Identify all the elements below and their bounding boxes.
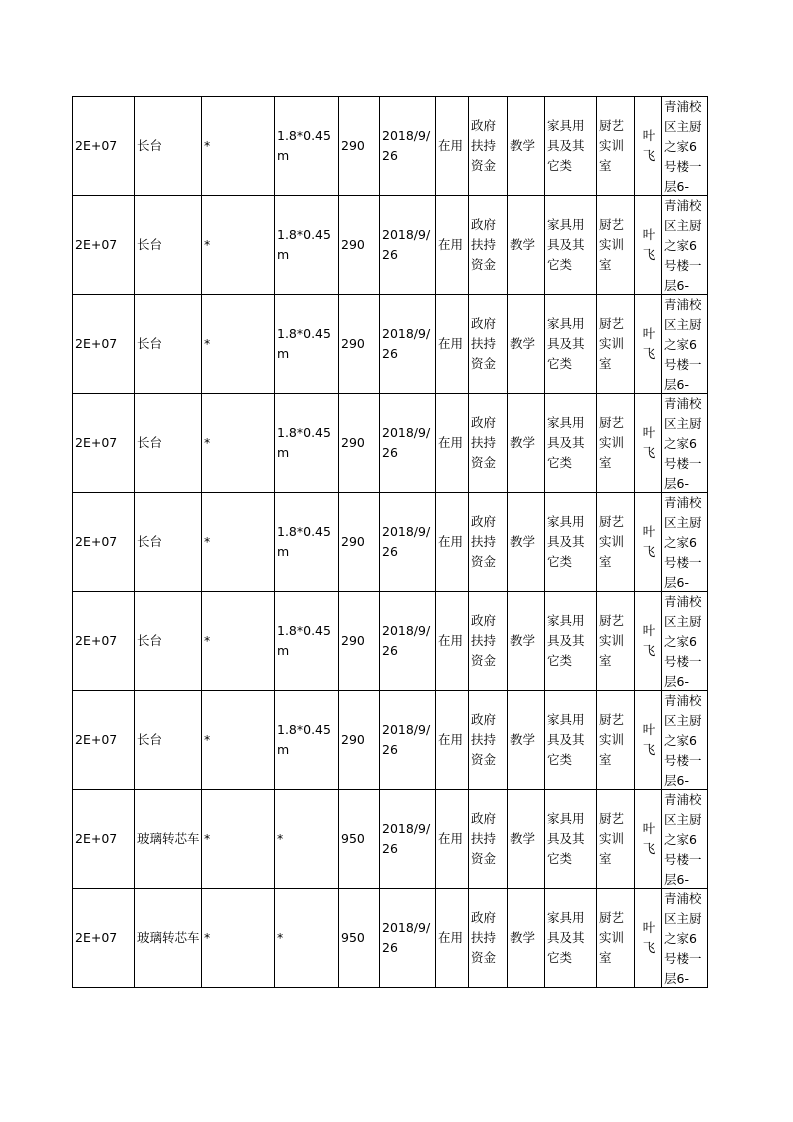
price-cell: 290	[339, 295, 380, 394]
size-cell: 1.8*0.45m	[275, 394, 339, 493]
use-cell: 教学	[508, 196, 545, 295]
location-text: 青浦校区主厨之家6号楼一层6-	[664, 198, 702, 293]
spec-cell: *	[202, 691, 275, 790]
size-cell: 1.8*0.45m	[275, 97, 339, 196]
location-text: 青浦校区主厨之家6号楼一层6-	[664, 792, 702, 887]
funding-cell: 政府扶持资金	[469, 97, 508, 196]
date-cell: 2018/9/26	[380, 691, 436, 790]
price-cell: 290	[339, 196, 380, 295]
person-text: 叶飞	[642, 227, 656, 262]
use-cell: 教学	[508, 97, 545, 196]
person-text: 叶飞	[642, 920, 656, 955]
location-cell	[662, 295, 708, 394]
table-row	[73, 691, 708, 790]
funding-cell: 政府扶持资金	[469, 196, 508, 295]
department-cell: 厨艺实训室	[597, 889, 635, 988]
department-cell: 厨艺实训室	[597, 493, 635, 592]
department-cell: 厨艺实训室	[597, 295, 635, 394]
category-cell: 家具用具及其它类	[545, 592, 597, 691]
asset-name-cell: 长台	[135, 97, 202, 196]
status-cell: 在用	[436, 493, 469, 592]
date-cell: 2018/9/26	[380, 790, 436, 889]
location-text: 青浦校区主厨之家6号楼一层6-	[664, 99, 702, 194]
asset-name-cell: 长台	[135, 493, 202, 592]
person-text: 叶飞	[642, 623, 656, 658]
category-cell: 家具用具及其它类	[545, 196, 597, 295]
person-text: 叶飞	[642, 821, 656, 856]
person-text: 叶飞	[642, 326, 656, 361]
status-cell: 在用	[436, 790, 469, 889]
date-cell: 2018/9/26	[380, 295, 436, 394]
location-cell	[662, 394, 708, 493]
funding-cell: 政府扶持资金	[469, 295, 508, 394]
department-cell: 厨艺实训室	[597, 394, 635, 493]
status-cell: 在用	[436, 196, 469, 295]
use-cell: 教学	[508, 889, 545, 988]
date-cell: 2018/9/26	[380, 889, 436, 988]
spec-cell: *	[202, 196, 275, 295]
table-body	[73, 97, 708, 988]
price-cell: 290	[339, 493, 380, 592]
table-row	[73, 97, 708, 196]
asset-code-cell: 2E+07	[73, 97, 135, 196]
department-cell: 厨艺实训室	[597, 97, 635, 196]
size-cell: 1.8*0.45m	[275, 493, 339, 592]
asset-table	[72, 96, 708, 988]
size-cell: 1.8*0.45m	[275, 691, 339, 790]
asset-code-cell: 2E+07	[73, 889, 135, 988]
asset-name-cell: 长台	[135, 592, 202, 691]
price-cell: 290	[339, 97, 380, 196]
location-text: 青浦校区主厨之家6号楼一层6-	[664, 396, 702, 491]
asset-name-cell: 玻璃转芯车	[135, 790, 202, 889]
asset-name-cell: 长台	[135, 196, 202, 295]
spec-cell: *	[202, 394, 275, 493]
size-cell: *	[275, 889, 339, 988]
table-row	[73, 790, 708, 889]
status-cell: 在用	[436, 97, 469, 196]
use-cell: 教学	[508, 691, 545, 790]
person-cell	[635, 691, 662, 790]
location-cell	[662, 97, 708, 196]
asset-code-cell: 2E+07	[73, 196, 135, 295]
location-text: 青浦校区主厨之家6号楼一层6-	[664, 495, 702, 590]
asset-code-cell: 2E+07	[73, 592, 135, 691]
location-cell	[662, 592, 708, 691]
spec-cell: *	[202, 97, 275, 196]
table-row	[73, 394, 708, 493]
category-cell: 家具用具及其它类	[545, 493, 597, 592]
status-cell: 在用	[436, 889, 469, 988]
spec-cell: *	[202, 790, 275, 889]
table-row	[73, 889, 708, 988]
location-cell	[662, 196, 708, 295]
table-row	[73, 592, 708, 691]
category-cell: 家具用具及其它类	[545, 889, 597, 988]
asset-code-cell: 2E+07	[73, 691, 135, 790]
funding-cell: 政府扶持资金	[469, 592, 508, 691]
location-text: 青浦校区主厨之家6号楼一层6-	[664, 693, 702, 788]
asset-name-cell: 长台	[135, 394, 202, 493]
location-cell	[662, 790, 708, 889]
person-cell	[635, 196, 662, 295]
price-cell: 290	[339, 592, 380, 691]
department-cell: 厨艺实训室	[597, 790, 635, 889]
person-cell	[635, 97, 662, 196]
category-cell: 家具用具及其它类	[545, 691, 597, 790]
person-cell	[635, 394, 662, 493]
spec-cell: *	[202, 889, 275, 988]
price-cell: 290	[339, 394, 380, 493]
use-cell: 教学	[508, 592, 545, 691]
use-cell: 教学	[508, 790, 545, 889]
asset-code-cell: 2E+07	[73, 394, 135, 493]
person-text: 叶飞	[642, 425, 656, 460]
asset-name-cell: 长台	[135, 295, 202, 394]
date-cell: 2018/9/26	[380, 592, 436, 691]
location-text: 青浦校区主厨之家6号楼一层6-	[664, 594, 702, 689]
size-cell: 1.8*0.45m	[275, 196, 339, 295]
asset-name-cell: 长台	[135, 691, 202, 790]
status-cell: 在用	[436, 592, 469, 691]
size-cell: 1.8*0.45m	[275, 592, 339, 691]
person-cell	[635, 295, 662, 394]
price-cell: 950	[339, 889, 380, 988]
funding-cell: 政府扶持资金	[469, 889, 508, 988]
person-text: 叶飞	[642, 128, 656, 163]
asset-code-cell: 2E+07	[73, 295, 135, 394]
category-cell: 家具用具及其它类	[545, 295, 597, 394]
person-text: 叶飞	[642, 722, 656, 757]
category-cell: 家具用具及其它类	[545, 97, 597, 196]
use-cell: 教学	[508, 394, 545, 493]
status-cell: 在用	[436, 295, 469, 394]
status-cell: 在用	[436, 691, 469, 790]
table-row	[73, 196, 708, 295]
funding-cell: 政府扶持资金	[469, 691, 508, 790]
person-text: 叶飞	[642, 524, 656, 559]
funding-cell: 政府扶持资金	[469, 790, 508, 889]
asset-name-cell: 玻璃转芯车	[135, 889, 202, 988]
use-cell: 教学	[508, 493, 545, 592]
spec-cell: *	[202, 493, 275, 592]
size-cell: 1.8*0.45m	[275, 295, 339, 394]
department-cell: 厨艺实训室	[597, 592, 635, 691]
department-cell: 厨艺实训室	[597, 691, 635, 790]
asset-code-cell: 2E+07	[73, 790, 135, 889]
use-cell: 教学	[508, 295, 545, 394]
department-cell: 厨艺实训室	[597, 196, 635, 295]
category-cell: 家具用具及其它类	[545, 394, 597, 493]
location-text: 青浦校区主厨之家6号楼一层6-	[664, 891, 702, 986]
person-cell	[635, 592, 662, 691]
location-cell	[662, 493, 708, 592]
price-cell: 950	[339, 790, 380, 889]
price-cell: 290	[339, 691, 380, 790]
location-cell	[662, 691, 708, 790]
category-cell: 家具用具及其它类	[545, 790, 597, 889]
funding-cell: 政府扶持资金	[469, 493, 508, 592]
spec-cell: *	[202, 592, 275, 691]
size-cell: *	[275, 790, 339, 889]
table-row	[73, 493, 708, 592]
location-cell	[662, 889, 708, 988]
table-row	[73, 295, 708, 394]
person-cell	[635, 889, 662, 988]
person-cell	[635, 493, 662, 592]
asset-code-cell: 2E+07	[73, 493, 135, 592]
funding-cell: 政府扶持资金	[469, 394, 508, 493]
date-cell: 2018/9/26	[380, 394, 436, 493]
spec-cell: *	[202, 295, 275, 394]
person-cell	[635, 790, 662, 889]
date-cell: 2018/9/26	[380, 97, 436, 196]
status-cell: 在用	[436, 394, 469, 493]
date-cell: 2018/9/26	[380, 493, 436, 592]
location-text: 青浦校区主厨之家6号楼一层6-	[664, 297, 702, 392]
date-cell: 2018/9/26	[380, 196, 436, 295]
